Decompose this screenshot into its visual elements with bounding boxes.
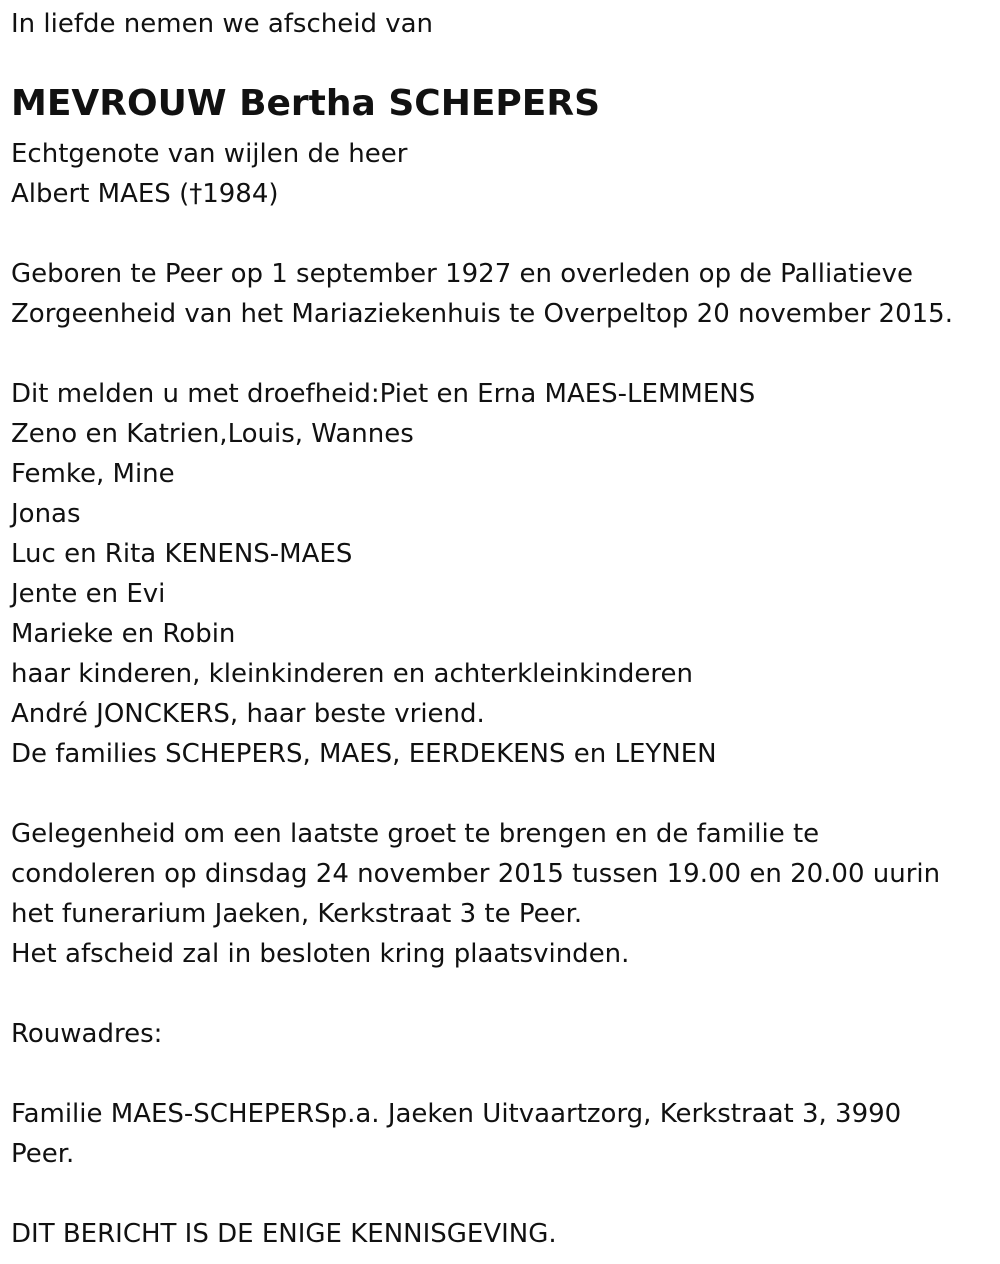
birth-death-line: Zorgeenheid van het Mariaziekenhuis te Overpeltop 20 november 2015. <box>11 299 953 329</box>
intro-text: In liefde nemen we afscheid van <box>11 9 434 39</box>
notice-text: DIT BERICHT IS DE ENIGE KENNISGEVING. <box>11 1219 557 1249</box>
mourner-line: Femke, Mine <box>11 459 175 489</box>
visitation-line: condoleren op dinsdag 24 november 2015 tussen 19.00 en 20.00 uurin <box>11 859 941 889</box>
spouse-line: Albert MAES (†1984) <box>11 179 279 209</box>
address-line: Familie MAES-SCHEPERSp.a. Jaeken Uitvaartzorg, Kerkstraat 3, 3990 <box>11 1099 902 1129</box>
mourner-line: Luc en Rita KENENS-MAES <box>11 539 353 569</box>
address-line: Peer. <box>11 1139 75 1169</box>
mourner-line: Marieke en Robin <box>11 619 236 649</box>
mourner-line: haar kinderen, kleinkinderen en achterkleinkinderen <box>11 659 693 689</box>
mourner-line: Jente en Evi <box>11 579 166 609</box>
visitation-line: het funerarium Jaeken, Kerkstraat 3 te Peer. <box>11 899 583 929</box>
visitation-line: Het afscheid zal in besloten kring plaatsvinden. <box>11 939 630 969</box>
mourner-line: André JONCKERS, haar beste vriend. <box>11 699 485 729</box>
birth-death-line: Geboren te Peer op 1 september 1927 en overleden op de Palliatieve <box>11 259 913 289</box>
mourner-line: Zeno en Katrien,Louis, Wannes <box>11 419 414 449</box>
mourner-line: Jonas <box>11 499 81 529</box>
visitation-line: Gelegenheid om een laatste groet te brengen en de familie te <box>11 819 820 849</box>
mourner-line: De families SCHEPERS, MAES, EERDEKENS en LEYNEN <box>11 739 717 769</box>
deceased-name: MEVROUW Bertha SCHEPERS <box>11 83 601 124</box>
mourner-line: Dit melden u met droefheid:Piet en Erna MAES-LEMMENS <box>11 379 756 409</box>
address-label: Rouwadres: <box>11 1019 163 1049</box>
spouse-line: Echtgenote van wijlen de heer <box>11 139 408 169</box>
